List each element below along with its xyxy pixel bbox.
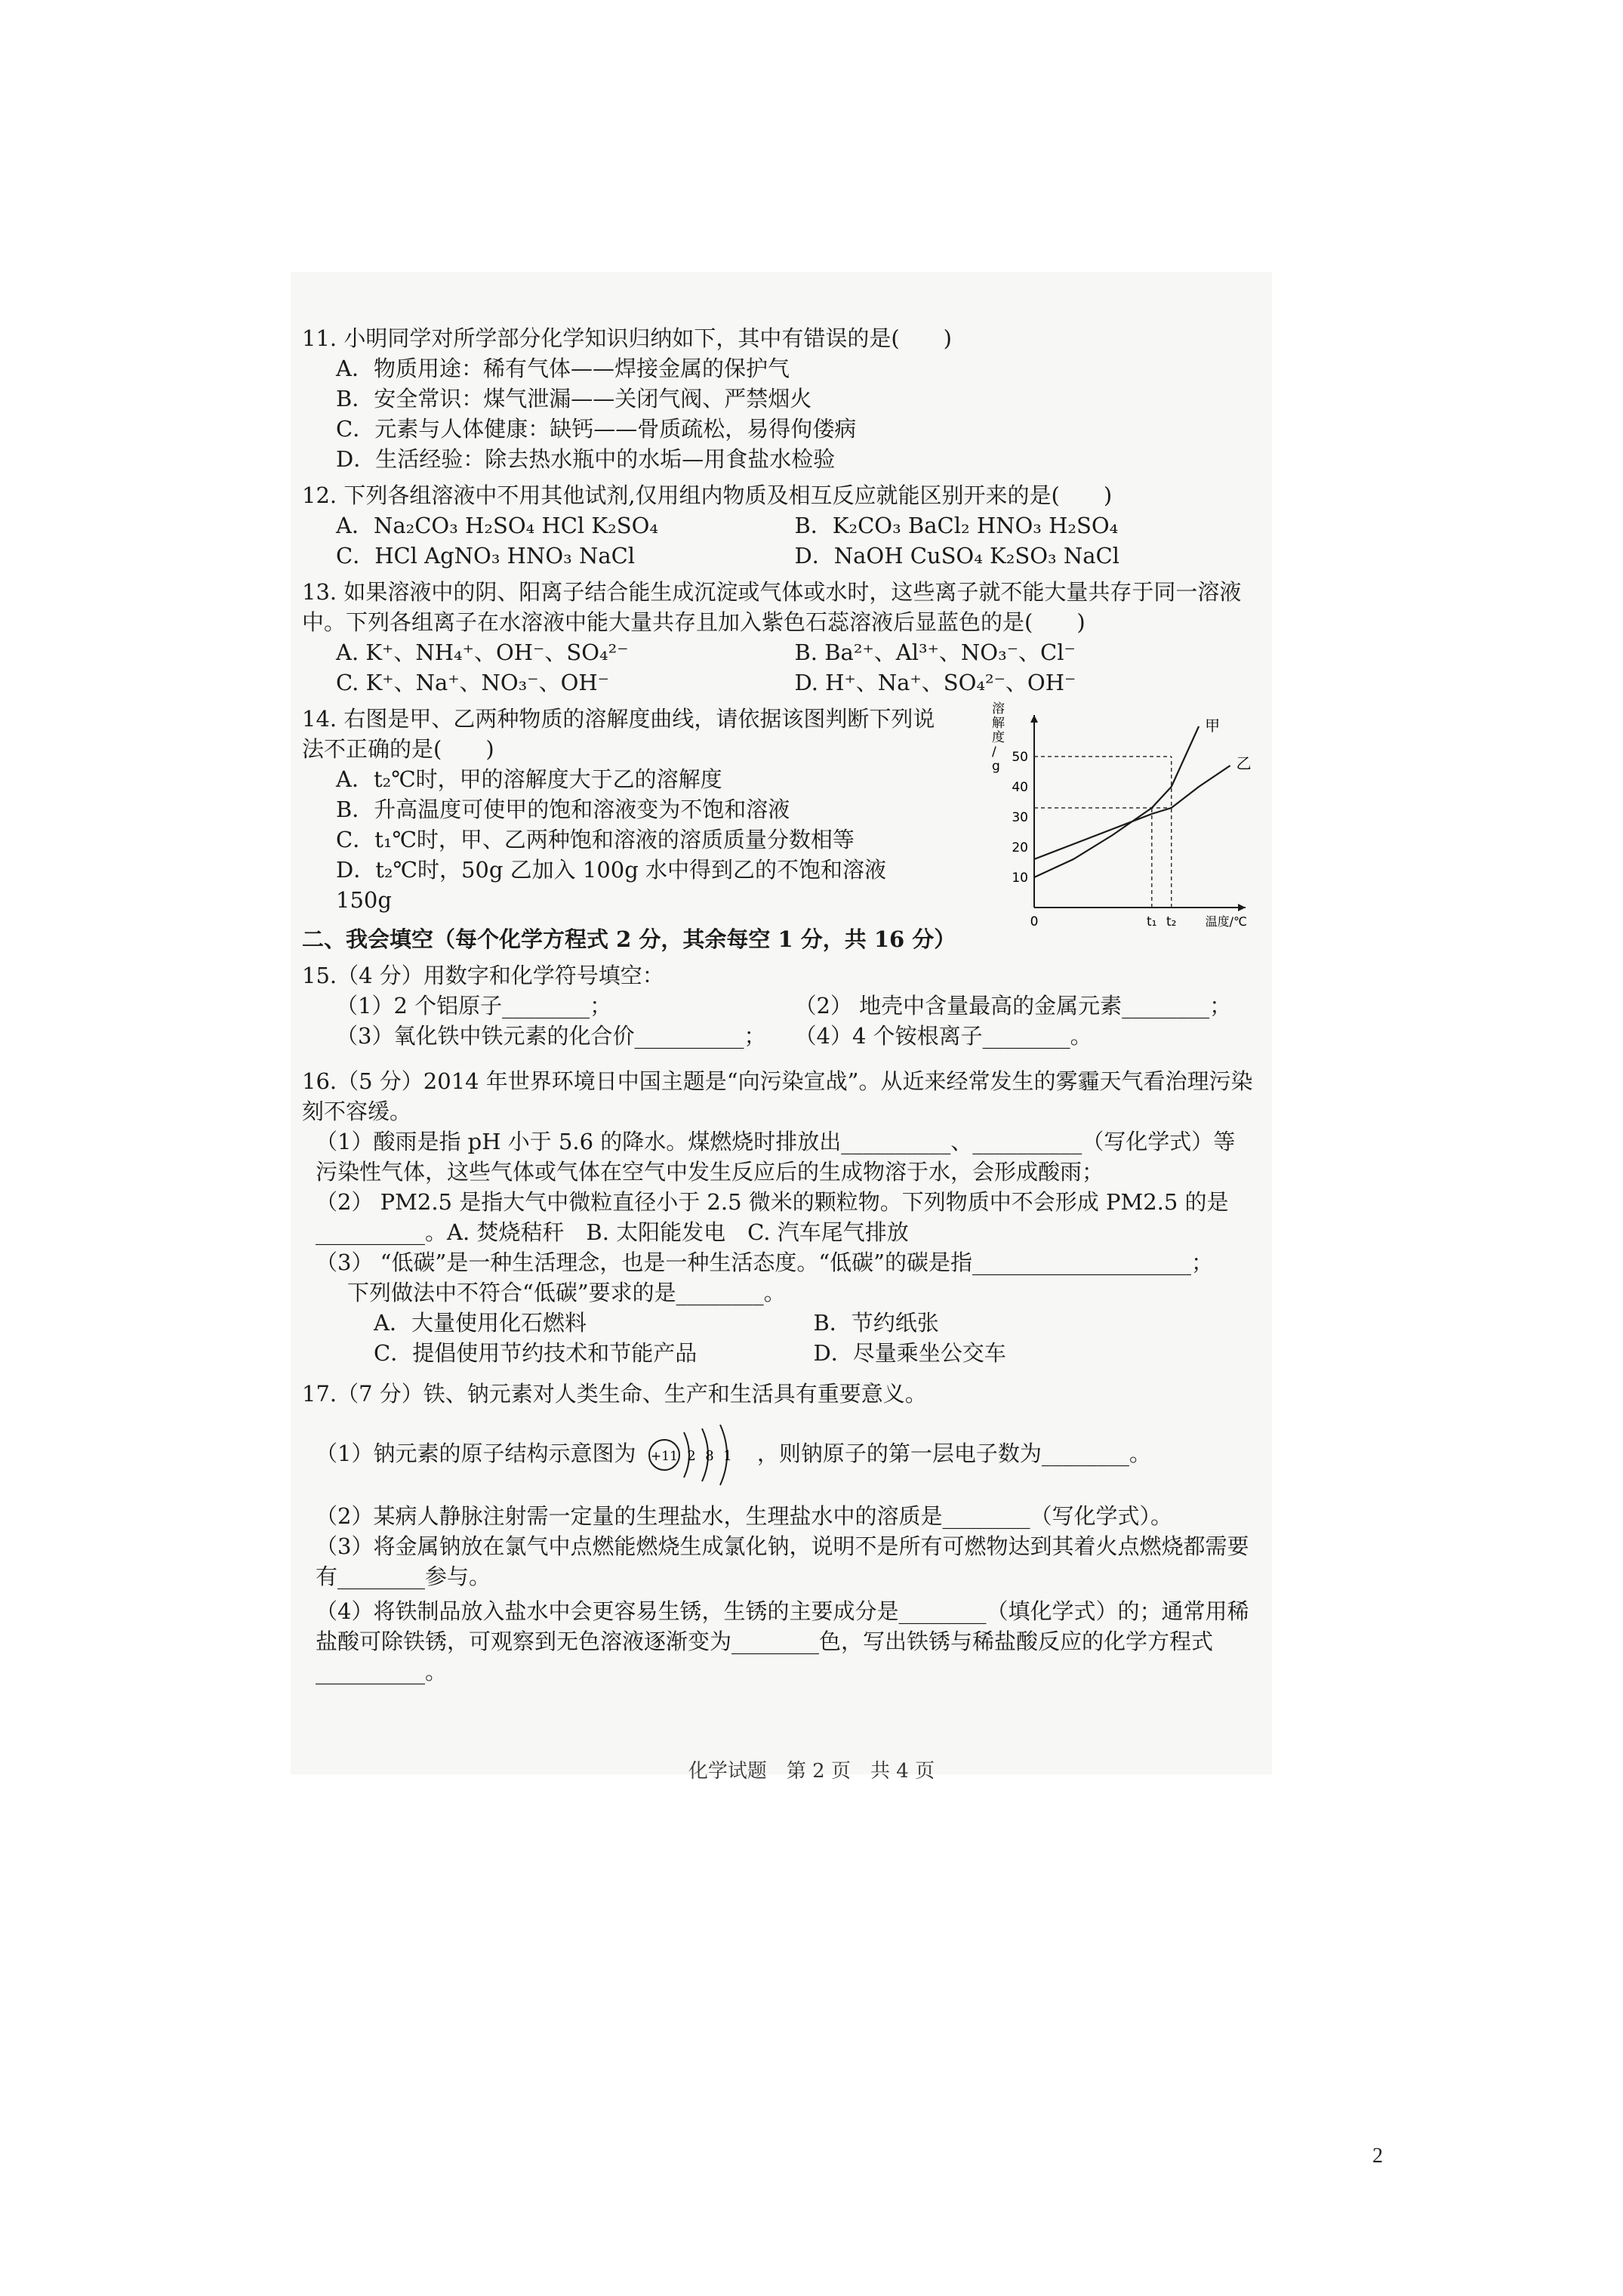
q16-part-3a: （3） “低碳”是一种生活理念，也是一种生活态度。“低碳”的碳是指____________________； bbox=[316, 1250, 1213, 1275]
series-yi-curve bbox=[1034, 766, 1230, 859]
q11-option-b: B．安全常识：煤气泄漏——关闭气阀、严禁烟火 bbox=[336, 386, 812, 411]
shell-1-electrons: 2 bbox=[686, 1448, 696, 1464]
q12-option-a: A．Na₂CO₃ H₂SO₄ HCl K₂SO₄ bbox=[336, 513, 658, 538]
q12-stem: 12. 下列各组溶液中不用其他试剂,仅用组内物质及相互反应就能区别开来的是( ) bbox=[302, 482, 1113, 508]
series-jia-curve bbox=[1034, 726, 1199, 877]
page-footer: 化学试题 第 2 页 共 4 页 bbox=[688, 1760, 935, 1783]
q15-row-2 bbox=[302, 1021, 1253, 1051]
x-tick-label-1: t₁ bbox=[1147, 914, 1157, 929]
page-number: 2 bbox=[1372, 2144, 1383, 2168]
y-axis-arrow bbox=[1030, 715, 1038, 723]
q17-part-1-after: ，则钠原子的第一层电子数为________。 bbox=[756, 1441, 1151, 1466]
x-tick-label-0: 0 bbox=[1030, 914, 1039, 929]
q13-row-2 bbox=[302, 667, 1253, 698]
q16-options-row-2 bbox=[302, 1338, 1253, 1368]
x-axis-arrow bbox=[1238, 904, 1246, 911]
q13-option-b: B. Ba²⁺、Al³⁺、NO₃⁻、Cl⁻ bbox=[794, 639, 1076, 665]
solubility-chart-svg bbox=[981, 696, 1253, 945]
y-tick-label-40: 40 bbox=[1012, 780, 1028, 795]
q11-option-c: C．元素与人体健康：缺钙——骨质疏松，易得佝偻病 bbox=[336, 416, 857, 442]
q15-blank-3: （3）氧化铁中铁元素的化合价__________； bbox=[336, 1023, 766, 1049]
question-15 bbox=[302, 960, 1253, 1051]
q17-part-4: （4）将铁制品放入盐水中会更容易生锈，生锈的主要成分是________（填化学式）的；通常用稀盐酸可除铁锈，可观察到无色溶液逐渐变为________色，写出铁锈与稀盐酸反应的化学方程式__________。 bbox=[316, 1598, 1249, 1684]
q14-option-a: A．t₂℃时，甲的溶解度大于乙的溶解度 bbox=[336, 766, 722, 792]
q15-stem: 15.（4 分）用数字和化学符号填空： bbox=[302, 963, 664, 988]
y-tick-label-10: 10 bbox=[1012, 871, 1028, 886]
x-tick-label-2: t₂ bbox=[1166, 914, 1177, 929]
q16-option-d: D．尽量乘坐公交车 bbox=[813, 1340, 1006, 1366]
solubility-chart bbox=[981, 696, 1253, 945]
q16-options-row-1 bbox=[302, 1308, 1253, 1338]
q16-part-2: （2） PM2.5 是指大气中微粒直径小于 2.5 微米的颗粒物。下列物质中不会形成 PM2.5 的是__________。A. 焚烧秸秆 B. 太阳能发电 C. 汽车尾气排放 bbox=[316, 1189, 1229, 1245]
q13-option-c: C. K⁺、Na⁺、NO₃⁻、OH⁻ bbox=[336, 670, 609, 695]
q13-stem: 13. 如果溶液中的阴、阳离子结合能生成沉淀或气体或水时，这些离子就不能大量共存于同一溶液中。下列各组离子在水溶液中能大量共存且加入紫色石蕊溶液后显蓝色的是( ) bbox=[302, 579, 1242, 635]
q17-stem: 17.（7 分）铁、钠元素对人类生命、生产和生活具有重要意义。 bbox=[302, 1381, 927, 1407]
question-16 bbox=[302, 1066, 1253, 1368]
sodium-atom-structure-diagram bbox=[648, 1421, 746, 1489]
y-axis-label: 溶解度/ g bbox=[992, 701, 1005, 774]
q16-part-1: （1）酸雨是指 pH 小于 5.6 的降水。煤燃烧时排放出__________、__________（写化学式）等污染性气体，这些气体或气体在空气中发生反应后的生成物溶于水，会形成酸雨； bbox=[316, 1129, 1236, 1185]
q14-stem: 14. 右图是甲、乙两种物质的溶解度曲线，请依据该图判断下列说法不正确的是( ) bbox=[302, 706, 935, 762]
q15-row-1 bbox=[302, 991, 1253, 1021]
q11-option-d: D．生活经验：除去热水瓶中的水垢—用食盐水检验 bbox=[336, 446, 836, 472]
q12-option-d: D．NaOH CuSO₄ K₂SO₃ NaCl bbox=[794, 543, 1119, 569]
q14-option-d: D．t₂℃时，50g 乙加入 100g 水中得到乙的不饱和溶液 150g bbox=[336, 857, 887, 913]
q12-row-2 bbox=[302, 541, 1253, 571]
section-2-title: 二、我会填空（每个化学方程式 2 分，其余每空 1 分，共 16 分） bbox=[302, 926, 956, 952]
q16-option-c: C．提倡使用节约技术和节能产品 bbox=[374, 1340, 698, 1366]
question-11 bbox=[302, 323, 1253, 474]
q17-part-1 bbox=[302, 1419, 1253, 1489]
q15-blank-1: （1）2 个铝原子________； bbox=[336, 993, 612, 1019]
shell-3-electrons: 1 bbox=[722, 1448, 732, 1464]
q17-part-3: （3）将金属钠放在氯气中点燃能燃烧生成氯化钠，说明不是所有可燃物达到其着火点燃烧都需要有________参与。 bbox=[316, 1533, 1249, 1589]
x-axis-label: 温度/℃ bbox=[1205, 914, 1247, 929]
q13-row-1 bbox=[302, 637, 1253, 667]
y-tick-label-30: 30 bbox=[1012, 810, 1028, 825]
nucleus-charge: +11 bbox=[650, 1449, 678, 1464]
q14-option-b: B．升高温度可使甲的饱和溶液变为不饱和溶液 bbox=[336, 797, 790, 822]
y-tick-label-20: 20 bbox=[1012, 840, 1028, 855]
question-12 bbox=[302, 480, 1253, 571]
q17-part-2: （2）某病人静脉注射需一定量的生理盐水，生理盐水中的溶质是________（写化学式）。 bbox=[316, 1503, 1172, 1529]
y-tick-label-50: 50 bbox=[1012, 750, 1028, 765]
q16-stem: 16.（5 分）2014 年世界环境日中国主题是“向污染宣战”。从近来经常发生的雾霾天气看治理污染刻不容缓。 bbox=[302, 1068, 1253, 1124]
q14-text bbox=[302, 704, 944, 915]
q12-option-b: B．K₂CO₃ BaCl₂ HNO₃ H₂SO₄ bbox=[794, 513, 1119, 538]
question-17 bbox=[302, 1379, 1253, 1687]
q12-row-1 bbox=[302, 510, 1253, 541]
q16-option-b: B．节约纸张 bbox=[813, 1310, 939, 1336]
question-14 bbox=[302, 701, 1253, 929]
shell-2-electrons: 8 bbox=[704, 1448, 714, 1464]
q15-blank-4: （4）4 个铵根离子________。 bbox=[794, 1023, 1092, 1049]
q13-option-d: D. H⁺、Na⁺、SO₄²⁻、OH⁻ bbox=[794, 670, 1076, 695]
series-label-0: 甲 bbox=[1205, 717, 1221, 735]
series-label-1: 乙 bbox=[1236, 754, 1252, 772]
exam-body bbox=[302, 317, 1253, 1687]
q11-stem: 11. 小明同学对所学部分化学知识归纳如下，其中有错误的是( ) bbox=[302, 325, 952, 351]
q15-blank-2: （2） 地壳中含量最高的金属元素________； bbox=[794, 993, 1232, 1019]
q16-option-a: A．大量使用化石燃料 bbox=[374, 1310, 587, 1336]
question-13 bbox=[302, 577, 1253, 698]
q16-part-3b: 下列做法中不符合“低碳”要求的是________。 bbox=[347, 1280, 786, 1305]
q11-option-a: A．物质用途：稀有气体——焊接金属的保护气 bbox=[336, 356, 790, 381]
q14-option-c: C．t₁℃时，甲、乙两种饱和溶液的溶质质量分数相等 bbox=[336, 827, 855, 852]
q12-option-c: C．HCl AgNO₃ HNO₃ NaCl bbox=[336, 543, 636, 569]
q13-option-a: A. K⁺、NH₄⁺、OH⁻、SO₄²⁻ bbox=[336, 639, 629, 665]
q17-part-1-before: （1）钠元素的原子结构示意图为 bbox=[316, 1441, 636, 1466]
